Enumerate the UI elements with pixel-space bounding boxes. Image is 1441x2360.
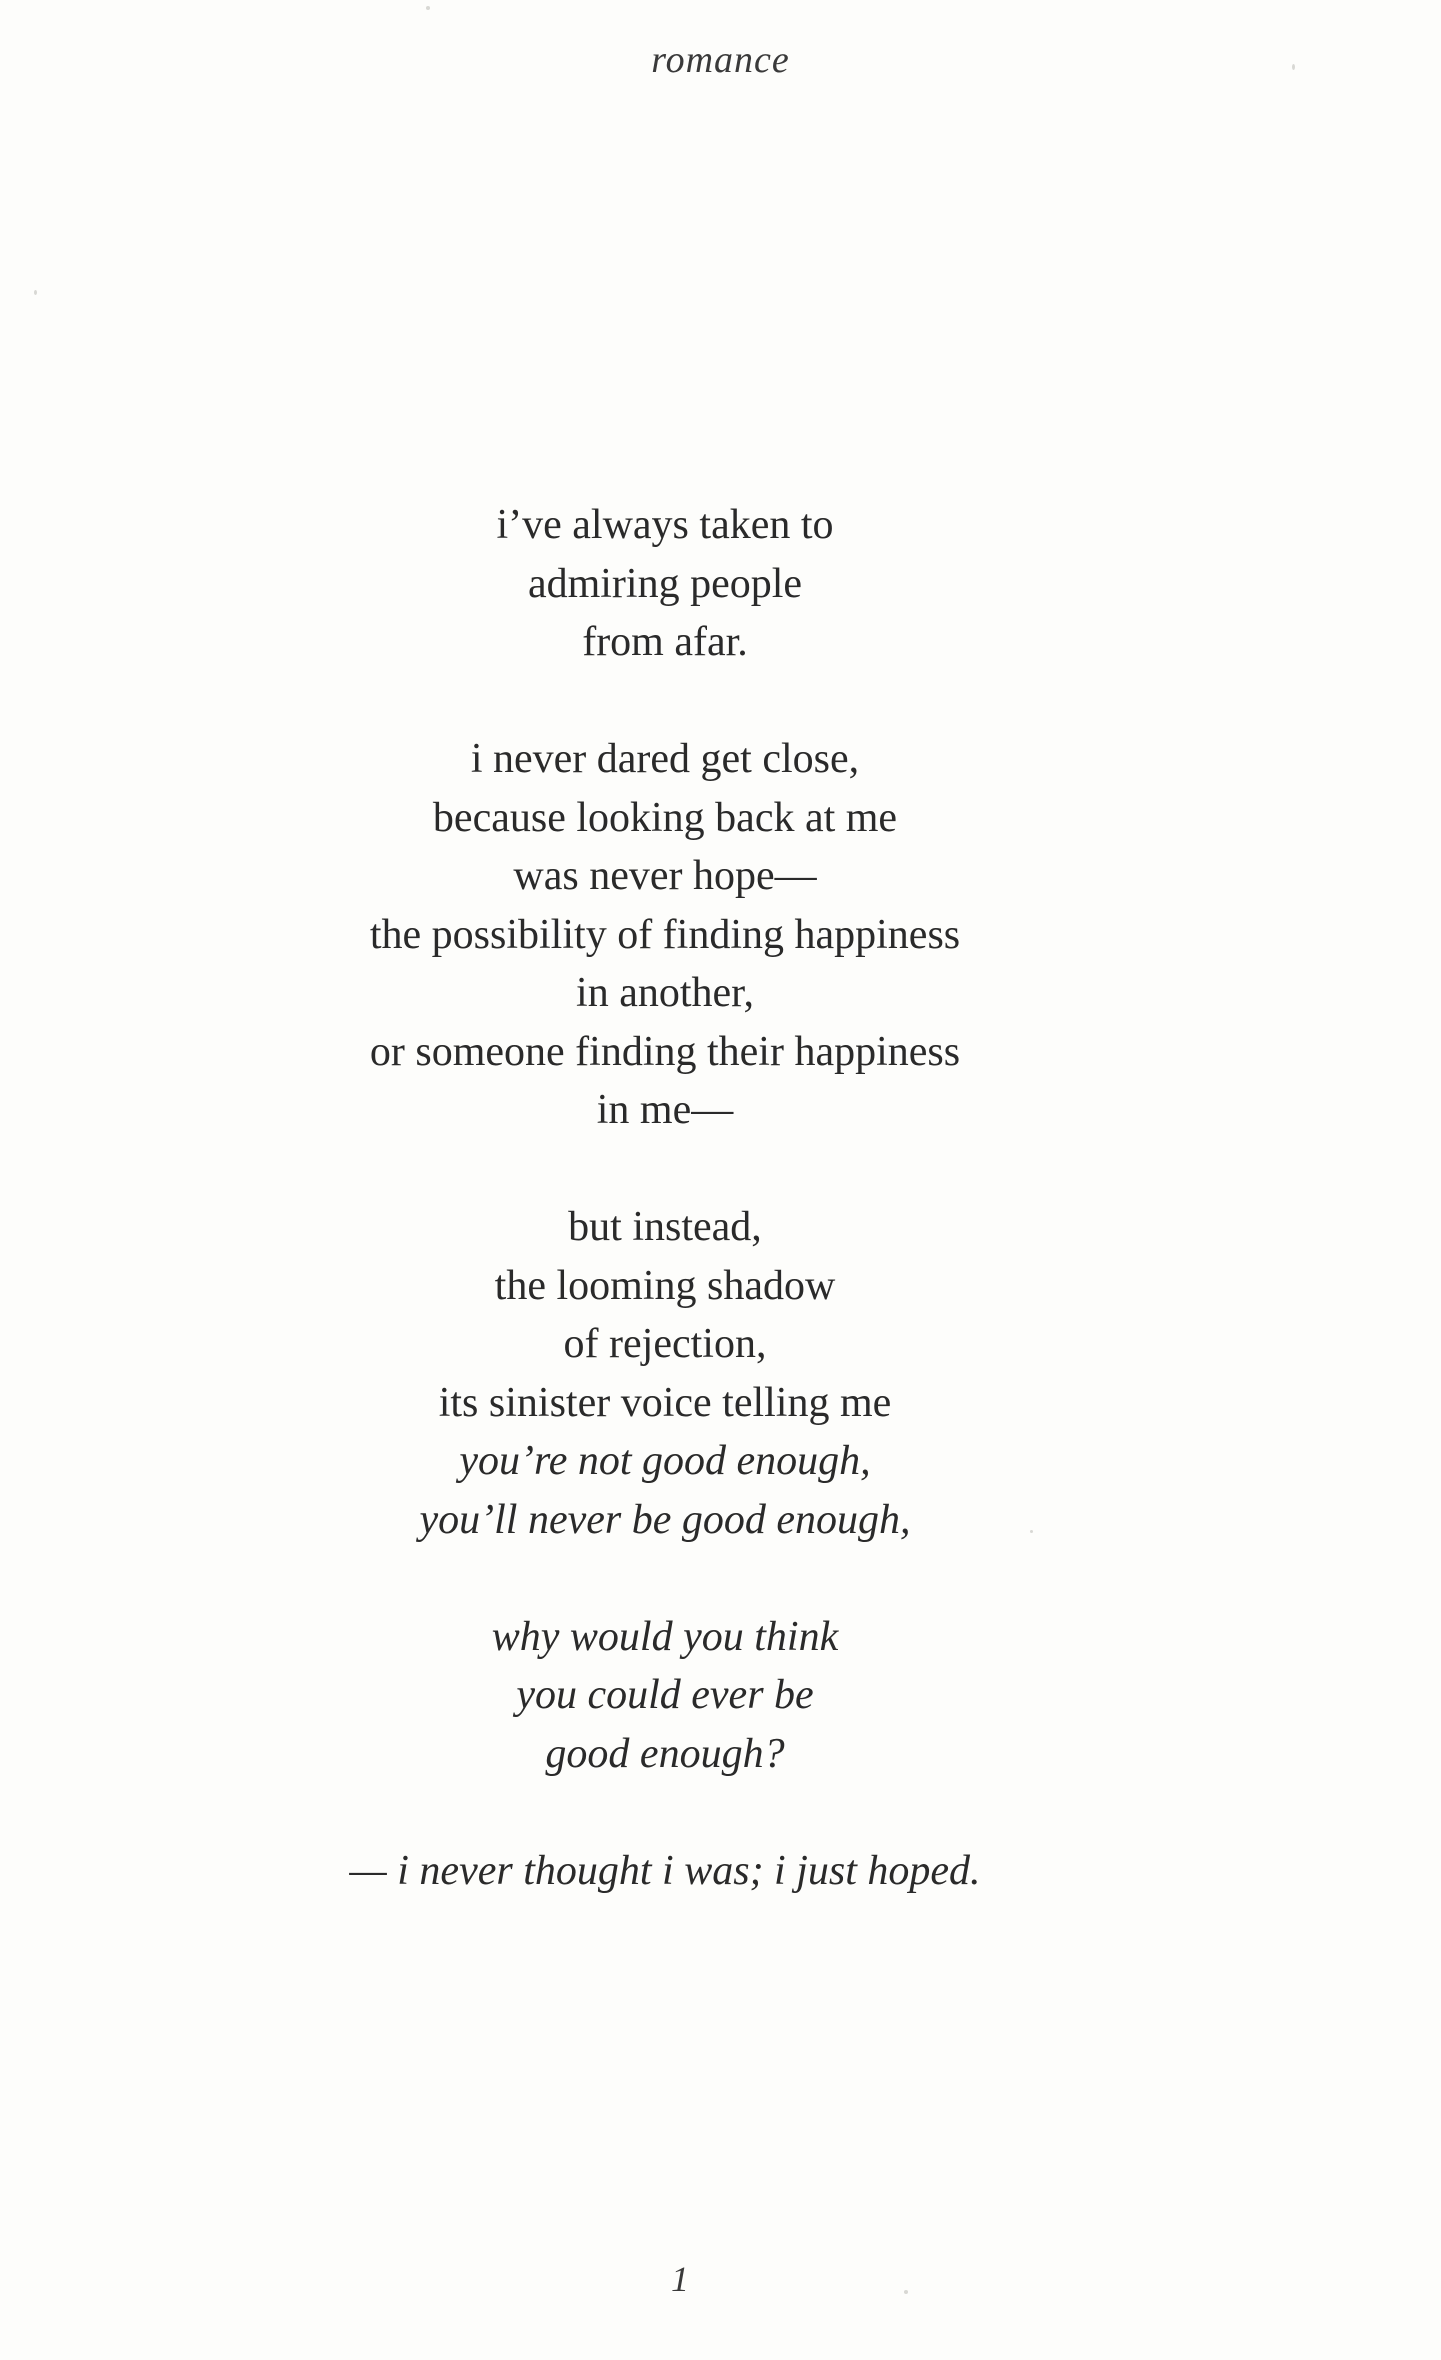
scan-speck [904, 2290, 908, 2294]
poem-line-italic: why would you think [491, 1613, 839, 1660]
poem-body [0, 496, 1330, 1900]
poem-line: i never dared get close, [470, 736, 860, 782]
poem-line-italic: you’ll never be good enough, [419, 1496, 911, 1543]
poem-signoff [0, 1842, 1330, 1901]
poem-line: the possibility of finding happiness [369, 911, 961, 958]
stanza-3 [0, 1198, 1330, 1549]
poem-line-italic: good enough? [545, 1730, 785, 1777]
poem-closing-line: — i never thought i was; i just hoped. [349, 1847, 981, 1894]
scan-speck [1030, 1530, 1033, 1533]
stanza-4 [0, 1608, 1330, 1784]
stanza-2 [0, 730, 1330, 1140]
poem-line-italic: you could ever be [516, 1672, 814, 1718]
scan-speck [34, 290, 37, 295]
poem-line: i’ve always taken to [496, 502, 834, 548]
poem-line: from afar. [582, 619, 748, 665]
poem-line-italic: you’re not good enough, [459, 1438, 871, 1484]
poem-line: because looking back at me [432, 794, 898, 841]
poem-line: or someone finding their happiness [369, 1028, 961, 1075]
poem-line: its sinister voice telling me [438, 1379, 892, 1426]
scan-speck [426, 6, 430, 10]
poem-line: was never hope— [513, 853, 817, 899]
poem-line: but instead, [568, 1204, 762, 1250]
running-header: romance [651, 39, 790, 81]
poem-line: admiring people [527, 560, 803, 607]
poem-line: in me— [596, 1087, 734, 1133]
page-number: 1 [671, 2259, 689, 2299]
poem-line: in another, [576, 970, 754, 1016]
poem-line: of rejection, [563, 1321, 767, 1367]
scan-speck [1292, 64, 1295, 70]
poem-line: the looming shadow [494, 1262, 836, 1309]
stanza-1 [0, 496, 1330, 672]
